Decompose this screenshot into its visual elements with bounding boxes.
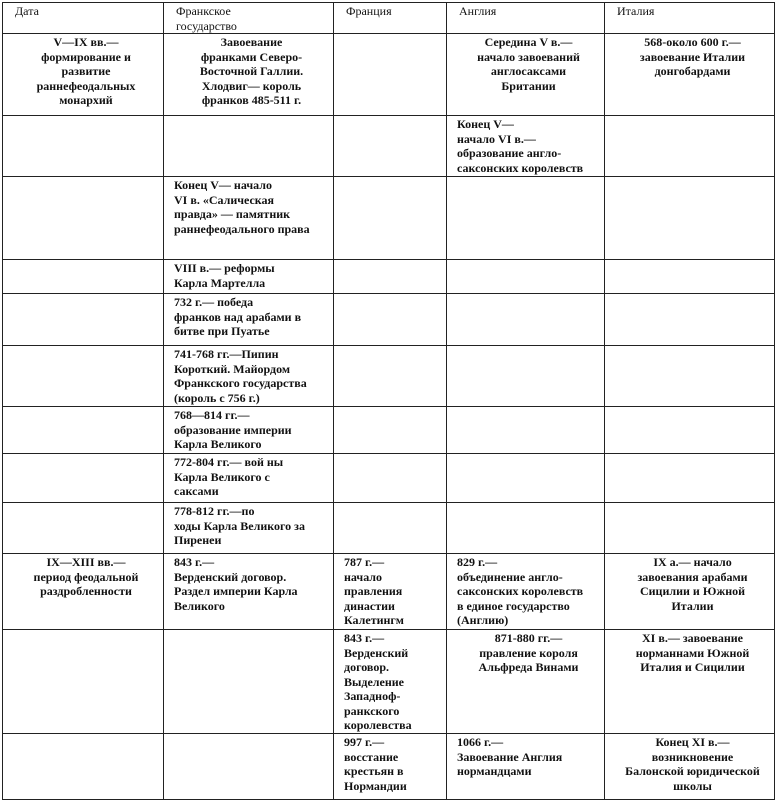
table-row: [3, 734, 775, 800]
cell-date: V—IX вв.— формирование и развитие раннефеодальных монархий: [3, 34, 164, 116]
cell-date: [3, 503, 164, 554]
table-header: [3, 3, 775, 34]
cell-england: Конец V— начало VI в.— образование англо- саксонских королевств: [447, 116, 605, 177]
header-italy: Италия: [605, 3, 775, 34]
cell-france: [334, 346, 447, 407]
cell-italy: [605, 116, 775, 177]
cell-date: IX—XIII вв.— период феодальной раздробленности: [3, 554, 164, 630]
table-row: [3, 177, 775, 260]
table-row: [3, 630, 775, 734]
cell-date: [3, 260, 164, 294]
cell-france: [334, 260, 447, 294]
cell-england: [447, 294, 605, 346]
cell-frankish: 772-804 гг.— вой ны Карла Великого с саксами: [164, 454, 334, 503]
cell-italy: [605, 503, 775, 554]
cell-italy: [605, 177, 775, 260]
table-row: [3, 34, 775, 116]
cell-england: [447, 503, 605, 554]
cell-england: [447, 177, 605, 260]
header-row: [3, 3, 775, 34]
cell-italy: 568-около 600 г.— завоевание Италии донгобардами: [605, 34, 775, 116]
cell-frankish: 778-812 гг.—по ходы Карла Великого за Пиренеи: [164, 503, 334, 554]
cell-frankish: Завоевание франками Северо- Восточной Галлии. Хлодвиг— король франков 485-511 г.: [164, 34, 334, 116]
cell-france: 997 г.— восстание крестьян в Нормандии: [334, 734, 447, 800]
cell-frankish: 732 г.— победа франков над арабами в битве при Пуатье: [164, 294, 334, 346]
cell-france: 787 г.— начало правления династии Калетингм: [334, 554, 447, 630]
cell-date: [3, 630, 164, 734]
cell-date: [3, 294, 164, 346]
table-row: [3, 554, 775, 630]
cell-france: 843 г.— Верденский договор. Выделение Западноф- ранкского королевства: [334, 630, 447, 734]
cell-france: [334, 177, 447, 260]
cell-france: [334, 407, 447, 454]
cell-france: [334, 454, 447, 503]
cell-england: [447, 407, 605, 454]
cell-italy: [605, 454, 775, 503]
table-row: [3, 503, 775, 554]
table-row: [3, 407, 775, 454]
table-body: [3, 34, 775, 800]
header-frankish-state: Франкское государство: [164, 3, 334, 34]
cell-italy: [605, 260, 775, 294]
cell-italy: XI в.— завоевание норманнами Южной Италия и Сицилии: [605, 630, 775, 734]
cell-england: [447, 454, 605, 503]
table-row: [3, 294, 775, 346]
history-table: [2, 2, 775, 800]
cell-england: [447, 260, 605, 294]
cell-england: 1066 г.— Завоевание Англия нормандцами: [447, 734, 605, 800]
cell-england: Середина V в.— начало завоеваний англосаксами Британии: [447, 34, 605, 116]
table-row: [3, 116, 775, 177]
cell-frankish: [164, 630, 334, 734]
cell-date: [3, 116, 164, 177]
cell-italy: Конец XI в.— возникновение Балонской юридической школы: [605, 734, 775, 800]
header-date: Дата: [3, 3, 164, 34]
cell-france: [334, 34, 447, 116]
cell-england: 829 г.— объединение англо- саксонских королевств в единое государство (Англию): [447, 554, 605, 630]
cell-date: [3, 177, 164, 260]
cell-france: [334, 294, 447, 346]
cell-england: [447, 346, 605, 407]
cell-date: [3, 407, 164, 454]
cell-frankish: [164, 116, 334, 177]
cell-england: 871-880 гг.— правление короля Альфреда Винами: [447, 630, 605, 734]
cell-italy: [605, 407, 775, 454]
cell-date: [3, 346, 164, 407]
table-row: [3, 260, 775, 294]
cell-italy: [605, 346, 775, 407]
header-france: Франция: [334, 3, 447, 34]
cell-date: [3, 734, 164, 800]
table-row: [3, 346, 775, 407]
cell-frankish: 768—814 гг.— образование империи Карла Великого: [164, 407, 334, 454]
cell-frankish: [164, 734, 334, 800]
cell-frankish: Конец V— начало VI в. «Салическая правда» — памятник раннефеодального права: [164, 177, 334, 260]
cell-france: [334, 503, 447, 554]
cell-frankish: 843 г.— Верденский договор. Раздел империи Карла Великого: [164, 554, 334, 630]
cell-date: [3, 454, 164, 503]
table-row: [3, 454, 775, 503]
cell-italy: [605, 294, 775, 346]
cell-italy: IX а.— начало завоевания арабами Сицилии и Южной Италии: [605, 554, 775, 630]
cell-frankish: 741-768 гг.—Пипин Короткий. Майордом Франкского государства (король с 756 г.): [164, 346, 334, 407]
header-england: Англия: [447, 3, 605, 34]
cell-france: [334, 116, 447, 177]
cell-frankish: VIII в.— реформы Карла Мартелла: [164, 260, 334, 294]
